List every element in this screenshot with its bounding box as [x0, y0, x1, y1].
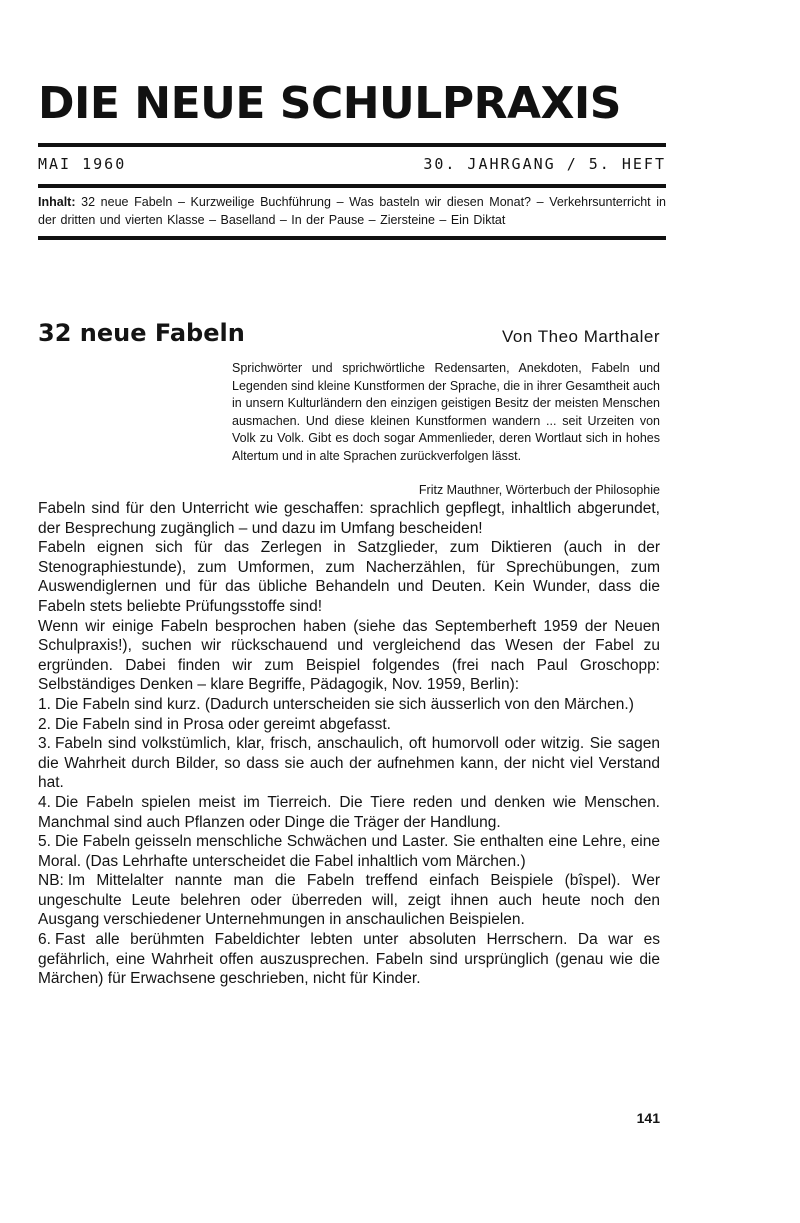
list-item — [38, 695, 660, 715]
list-item — [38, 832, 660, 871]
list-text: Fabeln sind volkstümlich, klar, frisch, anschaulich, oft humorvoll oder witzig. Sie sagen die Wahrheit durch Bilder, so dass sie auch der aufnehmen kann, der nicht viel Verstand hat. — [38, 735, 660, 792]
table-of-contents — [38, 193, 666, 229]
list-number: 6. — [38, 931, 51, 949]
list-text: Die Fabeln spielen meist im Tierreich. Die Tiere reden und denken wie Menschen. Manchmal sind auch Pflanzen oder Dinge die Träger der Handlung. — [38, 793, 660, 831]
article-title: 32 neue Fabeln — [38, 319, 245, 347]
list-item — [38, 930, 660, 989]
issue-info — [38, 152, 666, 176]
nb-label: NB: — [38, 872, 64, 890]
epigraph-quote: Sprichwörter und sprichwörtliche Redensarten, Anekdoten, Fabeln und Legenden sind kleine Kunstformen der Sprache, die in ihrer Gesamtheit auch in unsern Kulturländern den einzigen geistigen Besitz der meisten Menschen ausmachen. Und diese kleinen Kunstformen wandern ... seit Urzeiten von Volk zu Volk. Gibt es doch sogar Ammenlieder, deren Wortlaut sich in hohes Altertum und in alte Sprachen zurückverfolgen lässt. — [232, 361, 660, 463]
list-number: 2. — [38, 715, 51, 733]
nota-bene — [38, 871, 660, 930]
paragraph: Fabeln sind für den Unterricht wie geschaffen: sprachlich gepflegt, inhaltlich abgerundet, der Besprechung zugänglich – und dazu im Umfang bescheiden! — [38, 500, 660, 537]
issue-volume: 30. JAHRGANG / 5. HEFT — [423, 155, 666, 173]
nb-text: Im Mittelalter nannte man die Fabeln treffend einfach Beispiele (bîspel). Wer ungeschulte Leute belehren oder überreden will, zeigt ihnen auch heute noch den Ausgang verschiedener Unternehmungen in anschaulichen Beispielen. — [38, 872, 660, 929]
article-body — [38, 499, 660, 989]
masthead-rule-middle — [38, 184, 666, 188]
list-number: 1. — [38, 695, 51, 713]
list-text: Die Fabeln geisseln menschliche Schwächen und Laster. Sie enthalten eine Lehre, eine Moral. (Das Lehrhafte unterscheidet die Fabel inhaltlich vom Märchen.) — [38, 833, 660, 870]
masthead-title: DIE NEUE SCHULPRAXIS — [38, 78, 621, 129]
page-number: 141 — [636, 1110, 660, 1126]
epigraph-source: Fritz Mauthner, Wörterbuch der Philosophie — [418, 483, 660, 497]
list-text: Die Fabeln sind kurz. (Dadurch unterscheiden sie sich äusserlich von den Märchen.) — [54, 695, 634, 713]
list-number: 5. — [38, 833, 51, 851]
list-item — [38, 734, 660, 793]
masthead-rule-top — [38, 143, 666, 147]
list-text: Die Fabeln sind in Prosa oder gereimt abgefasst. — [54, 715, 391, 733]
list-item — [38, 715, 660, 735]
article-author: Von Theo Marthaler — [502, 327, 660, 346]
issue-date: MAI 1960 — [38, 155, 127, 173]
list-text: Fast alle berühmten Fabeldichter lebten unter absoluten Herrschern. Da war es gefährlich, eine Wahrheit offen auszusprechen. Fabeln sind ursprünglich (genau wie die Märchen) für Erwachsene geschrieben, nicht für Kinder. — [38, 931, 660, 988]
masthead-rule-bottom — [38, 236, 666, 240]
list-number: 4. — [38, 793, 51, 811]
contents-text: 32 neue Fabeln – Kurzweilige Buchführung – Was basteln wir diesen Monat? – Verkehrsunterricht in der dritten und vierten Klasse – Baselland – In der Pause – Ziersteine – Ein Diktat — [38, 195, 666, 227]
list-number: 3. — [38, 735, 51, 753]
contents-label: Inhalt: — [38, 195, 76, 209]
list-item — [38, 793, 660, 832]
paragraph: Fabeln eignen sich für das Zerlegen in Satzglieder, zum Diktieren (auch in der Stenographiestunde), zum Umformen, zum Nacherzählen, für Sprechübungen, zum Auswendiglernen und für das übliche Behandeln und Deuten. Kein Wunder, dass die Fabeln stets beliebte Prüfungsstoffe sind! — [38, 539, 660, 615]
paragraph: Wenn wir einige Fabeln besprochen haben (siehe das Septemberheft 1959 der Neuen Schulpraxis!), suchen wir rückschauend und vergleichend das Wesen der Fabel zu ergründen. Dabei finden wir zum Beispiel folgendes (frei nach Paul Groschopp: Selbständiges Denken – klare Begriffe, Pädagogik, Nov. 1959, Berlin): — [38, 617, 660, 694]
